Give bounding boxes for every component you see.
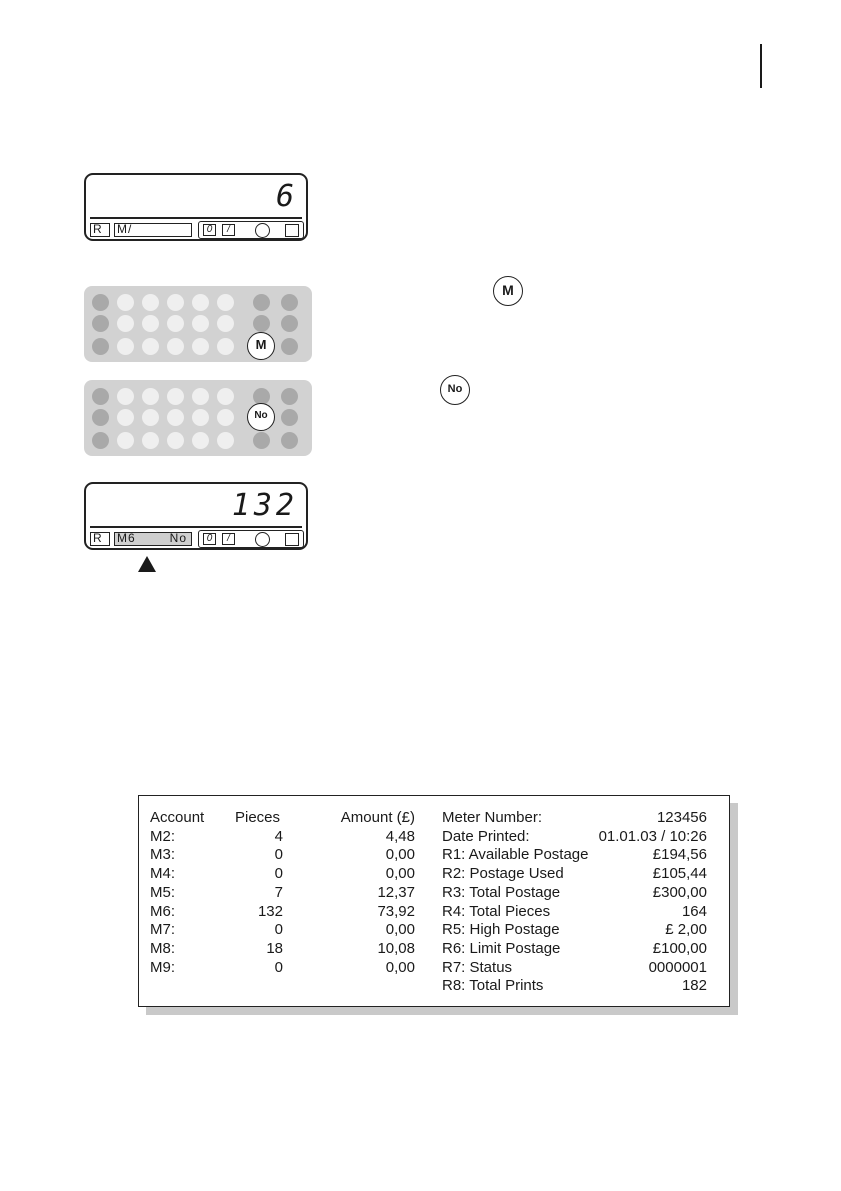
header-pieces: Pieces <box>235 809 281 826</box>
report-header-row <box>139 808 729 827</box>
register-label: R6: Limit Postage <box>442 939 561 957</box>
report-row <box>139 939 729 958</box>
register-value: £300,00 <box>652 883 707 901</box>
keypad-no-highlighted <box>84 380 312 456</box>
keypad-key <box>142 338 159 355</box>
meter-display-result <box>84 482 308 550</box>
keypad-key <box>92 388 109 405</box>
keypad-key <box>142 409 159 426</box>
pieces-cell: 0 <box>274 865 283 883</box>
keypad-key <box>117 338 134 355</box>
register-value: £100,00 <box>652 939 707 957</box>
keypad-key <box>117 315 134 332</box>
register-label: R2: Postage Used <box>442 865 564 883</box>
amount-cell: 0,00 <box>385 846 415 864</box>
keypad-key <box>217 315 234 332</box>
register-value: 164 <box>681 902 707 920</box>
keypad-key <box>217 338 234 355</box>
keypad-key <box>281 338 298 355</box>
m-key-icon: M <box>247 332 275 360</box>
report-row <box>139 902 729 921</box>
indicator-one: / <box>222 224 235 236</box>
pieces-cell: 0 <box>274 958 283 976</box>
header-amount: Amount (£) <box>340 809 415 826</box>
register-label: R3: Total Postage <box>442 883 561 901</box>
account-cell: M4: <box>150 865 176 883</box>
amount-cell: 73,92 <box>377 902 415 920</box>
keypad-key <box>142 388 159 405</box>
report-row <box>139 845 729 864</box>
circle-indicator-icon <box>255 223 270 238</box>
keypad-key <box>192 315 209 332</box>
keypad-key <box>253 294 270 311</box>
keypad-key <box>281 294 298 311</box>
register-value: 01.01.03 / 10:26 <box>598 827 707 845</box>
keypad-key <box>117 432 134 449</box>
keypad-key <box>192 409 209 426</box>
keypad-key <box>167 338 184 355</box>
keypad-key <box>142 432 159 449</box>
keypad-key <box>92 432 109 449</box>
memory-indicator: M/ <box>114 223 192 237</box>
register-value: £ 2,00 <box>665 921 707 939</box>
keypad-key <box>92 338 109 355</box>
register-label: Date Printed: <box>442 827 530 845</box>
circle-indicator-icon <box>255 532 270 547</box>
keypad-key <box>117 294 134 311</box>
keypad-key <box>192 388 209 405</box>
amount-cell: 0,00 <box>385 921 415 939</box>
keypad-key <box>253 315 270 332</box>
account-cell: M3: <box>150 846 176 864</box>
account-report <box>138 795 730 1007</box>
status-indicator-group <box>198 530 304 548</box>
account-cell: M8: <box>150 939 176 957</box>
register-value: £194,56 <box>652 846 707 864</box>
memory-indicator <box>114 532 192 546</box>
memory-no: No <box>169 531 187 545</box>
report-row <box>139 976 729 995</box>
register-label: R5: High Postage <box>442 921 560 939</box>
meter-display-initial <box>84 173 308 241</box>
indicator-zero: 0 <box>203 224 216 236</box>
pieces-cell: 18 <box>266 939 283 957</box>
keypad-key <box>253 432 270 449</box>
pieces-cell: 0 <box>274 846 283 864</box>
account-cell: M9: <box>150 958 176 976</box>
register-value: £105,44 <box>652 865 707 883</box>
pieces-cell: 4 <box>274 827 283 845</box>
keypad-key <box>142 315 159 332</box>
account-cell: M7: <box>150 921 176 939</box>
register-label: Meter Number: <box>442 809 543 826</box>
status-indicator-group <box>198 221 304 239</box>
m-key-icon: M <box>493 276 523 306</box>
report-row <box>139 958 729 977</box>
amount-cell: 0,00 <box>385 958 415 976</box>
keypad-key <box>142 294 159 311</box>
keypad-key <box>167 409 184 426</box>
amount-cell: 12,37 <box>377 883 415 901</box>
register-indicator: R <box>90 532 110 546</box>
register-value: 123456 <box>656 809 707 826</box>
keypad-key <box>92 294 109 311</box>
keypad-key <box>167 294 184 311</box>
report-row <box>139 827 729 846</box>
memory-account: M6 <box>117 531 136 545</box>
report-row <box>139 920 729 939</box>
square-indicator-icon <box>285 224 299 237</box>
register-label: R7: Status <box>442 958 513 976</box>
keypad-m-highlighted <box>84 286 312 362</box>
indicator-zero: 0 <box>203 533 216 545</box>
register-value: 182 <box>681 977 707 995</box>
pointer-arrow-icon <box>138 556 156 572</box>
keypad-key <box>167 315 184 332</box>
keypad-key <box>281 388 298 405</box>
pieces-cell: 0 <box>274 921 283 939</box>
pieces-cell: 7 <box>274 883 283 901</box>
account-cell: M5: <box>150 883 176 901</box>
square-indicator-icon <box>285 533 299 546</box>
register-value: 0000001 <box>648 958 707 976</box>
keypad-key <box>217 432 234 449</box>
register-label: R1: Available Postage <box>442 846 589 864</box>
keypad-key <box>92 409 109 426</box>
keypad-key <box>281 432 298 449</box>
keypad-key <box>281 409 298 426</box>
no-key-icon: No <box>440 375 470 405</box>
display-value: 6 <box>275 179 298 214</box>
keypad-key <box>167 432 184 449</box>
register-label: R8: Total Prints <box>442 977 544 995</box>
keypad-key <box>217 388 234 405</box>
register-indicator: R <box>90 223 110 237</box>
no-key-icon: No <box>247 403 275 431</box>
keypad-key <box>117 388 134 405</box>
register-label: R4: Total Pieces <box>442 902 551 920</box>
keypad-key <box>217 294 234 311</box>
amount-cell: 4,48 <box>385 827 415 845</box>
header-account: Account <box>150 809 205 826</box>
keypad-key <box>192 432 209 449</box>
account-cell: M6: <box>150 902 176 920</box>
indicator-one: / <box>222 533 235 545</box>
display-value: 132 <box>231 488 298 523</box>
keypad-key <box>192 294 209 311</box>
pieces-cell: 132 <box>257 902 283 920</box>
keypad-key <box>192 338 209 355</box>
keypad-key <box>167 388 184 405</box>
amount-cell: 0,00 <box>385 865 415 883</box>
keypad-key <box>117 409 134 426</box>
keypad-key <box>281 315 298 332</box>
report-row <box>139 864 729 883</box>
report-row <box>139 883 729 902</box>
keypad-key <box>92 315 109 332</box>
account-cell: M2: <box>150 827 176 845</box>
keypad-key <box>217 409 234 426</box>
amount-cell: 10,08 <box>377 939 415 957</box>
page-margin-mark <box>760 44 762 88</box>
